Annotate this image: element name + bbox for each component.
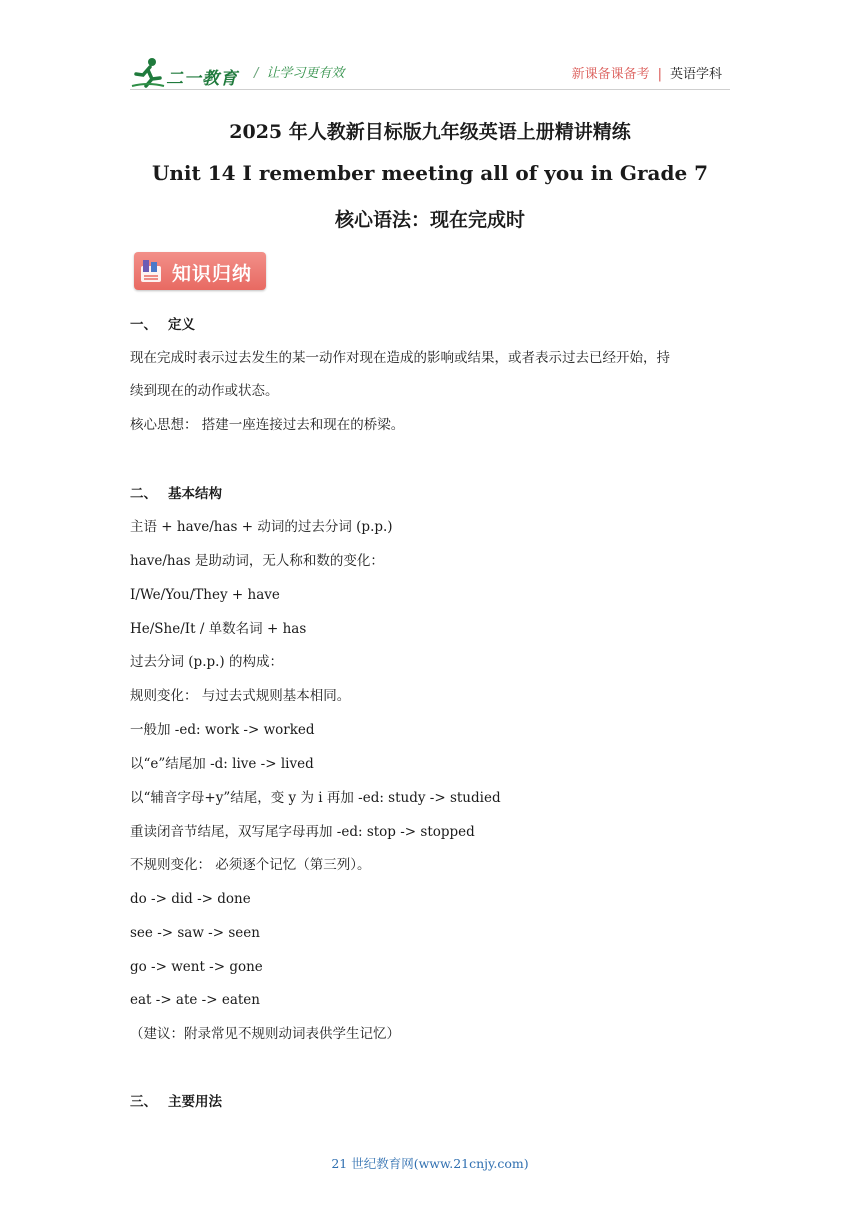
paragraph-line: 续到现在的动作或状态。 [130,383,279,399]
structure-line: do -> did -> done [130,891,251,907]
structure-line: 以“e”结尾加 -d: live -> lived [130,756,314,772]
section-title: 定义 [168,317,195,333]
slogan [254,62,344,81]
section-title: 主要用法 [168,1094,222,1110]
header-divider [130,89,730,90]
section-title: 基本结构 [168,486,222,502]
structure-line: He/She/It / 单数名词 + has [130,621,307,637]
section-heading [130,1092,222,1112]
logo [130,56,248,90]
runner-logo-icon [130,56,166,90]
section-number: 二、 [130,486,157,502]
structure-line: 一般加 -ed: work -> worked [130,722,315,738]
book-icon [140,258,162,284]
structure-line: eat -> ate -> eaten [130,992,260,1008]
topic-title: 核心语法：现在完成时 [334,209,525,231]
knowledge-summary-badge [134,252,266,290]
structure-line: see -> saw -> seen [130,925,260,941]
structure-line: 不规则变化： 必须逐个记忆（第三列）。 [130,857,371,873]
structure-line: have/has 是助动词，无人称和数的变化： [130,553,384,569]
main-title: 2025 年人教新目标版九年级英语上册精讲精练 [229,121,631,143]
header-separator: | [657,67,662,82]
structure-line: I/We/You/They + have [130,587,280,603]
core-idea: 核心思想： 搭建一座连接过去和现在的桥梁。 [130,417,405,433]
page-header [130,56,730,90]
section-heading [130,315,195,335]
structure-line: 以“辅音字母+y”结尾，变 y 为 i 再加 -ed: study -> studied [130,790,501,806]
unit-title: Unit 14 I remember meeting all of you in Grade 7 [151,161,709,185]
structure-line: （建议：附录常见不规则动词表供学生记忆） [130,1026,400,1042]
section-number: 三、 [130,1094,157,1110]
section-heading [130,484,222,504]
slogan-text: 让学习更有效 [266,66,345,81]
structure-line: 规则变化： 与过去式规则基本相同。 [130,688,351,704]
logo-text: 二一教育 [166,69,238,89]
structure-line: go -> went -> gone [130,959,263,975]
header-right [572,63,722,82]
course-label: 新课备课备考 [571,67,650,82]
paragraph-line: 现在完成时表示过去发生的某一动作对现在造成的影响或结果，或者表示过去已经开始，持 [130,350,670,366]
structure-line: 重读闭音节结尾，双写尾字母再加 -ed: stop -> stopped [130,824,475,840]
slogan-slash: / [254,66,259,81]
section-number: 一、 [130,317,157,333]
subject-label: 英语学科 [669,67,722,82]
structure-line: 过去分词 (p.p.) 的构成： [130,654,283,670]
structure-line: 主语 + have/has + 动词的过去分词 (p.p.) [130,519,393,535]
footer-link[interactable]: 21 世纪教育网(www.21cnjy.com) [331,1156,529,1171]
badge-label: 知识归纳 [172,263,253,285]
